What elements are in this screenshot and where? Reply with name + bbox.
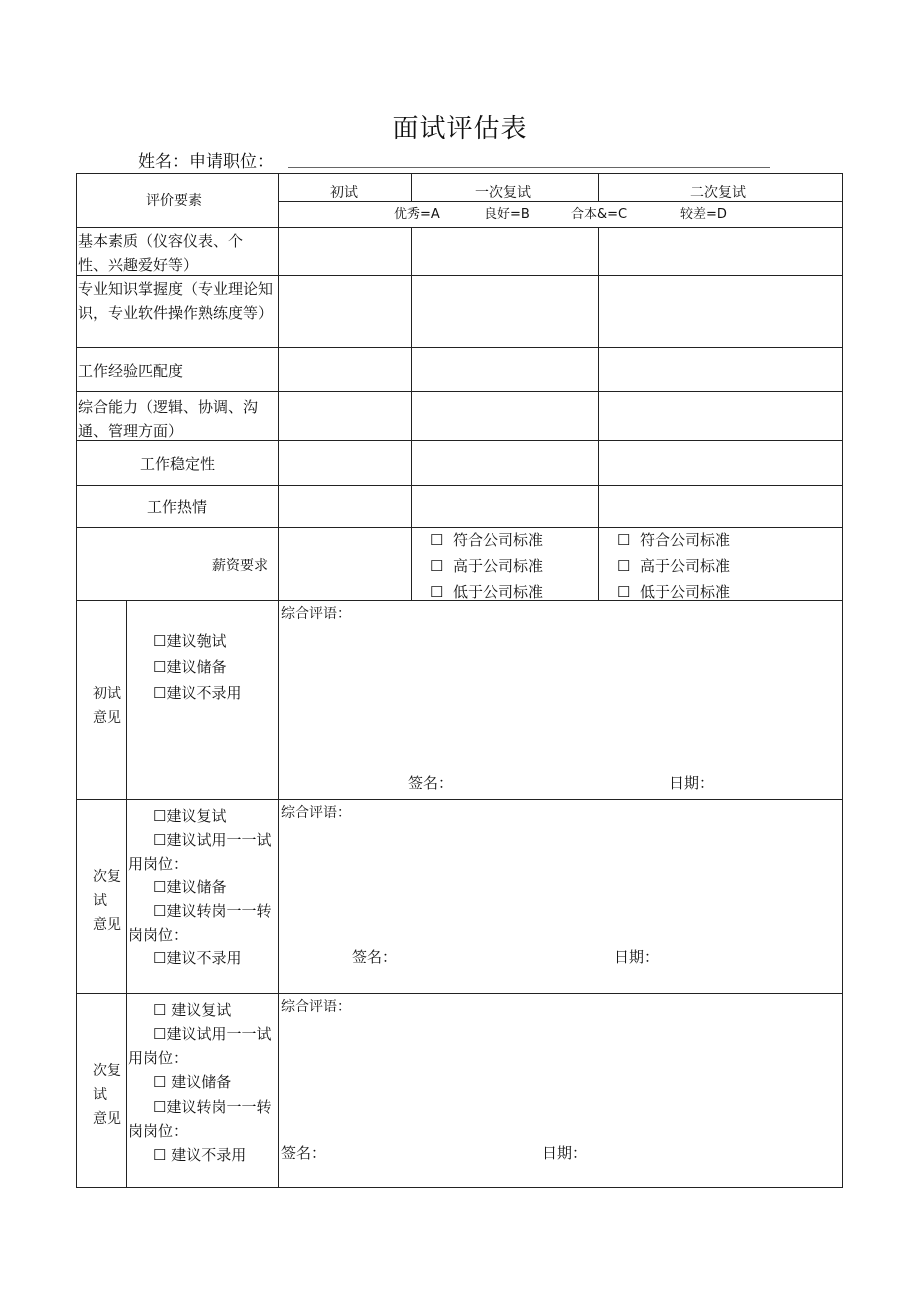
comment-label: 综合评语：: [281, 999, 351, 1015]
signature-label: 签名：: [408, 774, 454, 792]
date-label: 日期：: [669, 774, 715, 792]
salary-option[interactable]: [430, 555, 543, 576]
section-first-label-line1: 初试: [93, 686, 121, 702]
row-divider: [76, 347, 843, 348]
section-second-label-line1: 次复: [93, 869, 121, 885]
option-trial-position: 用岗位：: [128, 1049, 189, 1067]
date-label: 日期：: [542, 1144, 588, 1162]
option-suggest-trial[interactable]: ☐建议试用一一试: [153, 1025, 272, 1043]
col-divider: [411, 227, 412, 600]
option-suggest-transfer[interactable]: ☐建议转岗一一转: [153, 902, 272, 920]
option-suggest-reserve[interactable]: ☐建议储备: [153, 878, 227, 896]
salary-option[interactable]: [617, 581, 730, 602]
section-third-label-line3: 意见: [93, 1111, 121, 1127]
salary-option[interactable]: [617, 555, 730, 576]
table-border-right: [842, 173, 843, 1187]
section-first-label-line2: 意见: [93, 710, 121, 726]
option-transfer-position: 岗岗位：: [128, 1122, 189, 1140]
row-divider: [76, 485, 843, 486]
option-transfer-position: 岗岗位：: [128, 926, 189, 944]
option-suggest-retest[interactable]: ☐ 建议复试: [153, 1001, 232, 1019]
salary-option-label: 高于公司标准: [453, 557, 544, 575]
position-field[interactable]: [288, 167, 770, 168]
option-suggest-retest[interactable]: ☐建议复试: [153, 807, 227, 825]
salary-option-label: 低于公司标准: [453, 583, 544, 601]
second-interview-header: 一次复试: [475, 185, 531, 201]
checkbox-icon[interactable]: ☐: [430, 557, 444, 575]
option-suggest-retest[interactable]: ☐建议匏试: [153, 632, 227, 650]
table-border-bottom: [76, 1187, 843, 1188]
criteria-header: 评价要素: [146, 193, 202, 209]
option-suggest-reserve[interactable]: ☐建议储备: [153, 658, 227, 676]
comment-label: 综合评语：: [281, 606, 351, 622]
page-title: 面试评估表: [392, 114, 528, 144]
option-trial-position: 用岗位：: [128, 855, 189, 873]
grade-d: 较差=D: [680, 207, 727, 222]
row-divider: [76, 993, 843, 994]
salary-option-label: 低于公司标准: [640, 583, 731, 601]
checkbox-icon[interactable]: ☐: [430, 583, 444, 601]
checkbox-icon[interactable]: ☐: [617, 531, 631, 549]
col-divider: [598, 173, 599, 201]
criteria-enthusiasm: 工作热情: [147, 498, 208, 516]
applicant-line: 姓名：申请职位：: [138, 152, 274, 172]
salary-option-label: 符合公司标准: [453, 531, 544, 549]
row-divider: [76, 799, 843, 800]
criteria-professional-knowledge: 专业知识掌握度（专业理论知识，专业软件操作熟练度等）: [78, 280, 274, 322]
section-third-label-line1: 次复: [93, 1063, 121, 1079]
criteria-stability: 工作稳定性: [140, 455, 216, 473]
checkbox-icon[interactable]: ☐: [430, 531, 444, 549]
salary-option[interactable]: [430, 581, 543, 602]
salary-option[interactable]: [617, 529, 730, 550]
salary-option-label: 高于公司标准: [640, 557, 731, 575]
signature-label: 签名：: [352, 948, 398, 966]
option-suggest-reject[interactable]: ☐建议不录用: [153, 949, 242, 967]
col-divider: [598, 227, 599, 600]
salary-option[interactable]: [430, 529, 543, 550]
signature-label: 签名：: [281, 1144, 327, 1162]
option-suggest-reserve[interactable]: ☐ 建议储备: [153, 1073, 232, 1091]
grade-c: 合本&=C: [571, 207, 628, 222]
row-divider: [76, 391, 843, 392]
date-label: 日期：: [614, 948, 660, 966]
option-suggest-transfer[interactable]: ☐建议转岗一一转: [153, 1098, 272, 1116]
grade-b: 良好=B: [484, 207, 530, 222]
option-suggest-reject[interactable]: ☐ 建议不录用: [153, 1146, 247, 1164]
checkbox-icon[interactable]: ☐: [617, 583, 631, 601]
row-divider: [76, 227, 843, 228]
row-divider: [76, 527, 843, 528]
section-second-label-line2: 试: [93, 893, 107, 909]
option-suggest-trial[interactable]: ☐建议试用一一试: [153, 831, 272, 849]
col-divider: [278, 173, 279, 1187]
first-interview-header: 初试: [330, 185, 358, 201]
section-third-label-line2: 试: [93, 1087, 107, 1103]
grade-row-top: [278, 201, 843, 202]
salary-label: 薪资要求: [212, 558, 268, 574]
col-divider: [411, 173, 412, 201]
third-interview-header: 二次复试: [690, 185, 746, 201]
salary-option-label: 符合公司标准: [640, 531, 731, 549]
table-border-top: [76, 173, 843, 174]
option-suggest-reject[interactable]: ☐建议不录用: [153, 684, 242, 702]
criteria-comprehensive-ability: 综合能力（逻辑、协调、沟通、管理方面）: [78, 398, 259, 440]
checkbox-icon[interactable]: ☐: [617, 557, 631, 575]
section-second-label-line3: 意见: [93, 917, 121, 933]
col-divider: [126, 600, 127, 1187]
comment-label: 综合评语：: [281, 805, 351, 821]
table-border-left: [76, 173, 77, 1187]
criteria-basic-quality: 基本素质（仪容仪表、个性、兴趣爱好等）: [78, 232, 244, 274]
criteria-experience-match: 工作经验匹配度: [78, 362, 184, 380]
grade-a: 优秀=A: [394, 207, 440, 222]
